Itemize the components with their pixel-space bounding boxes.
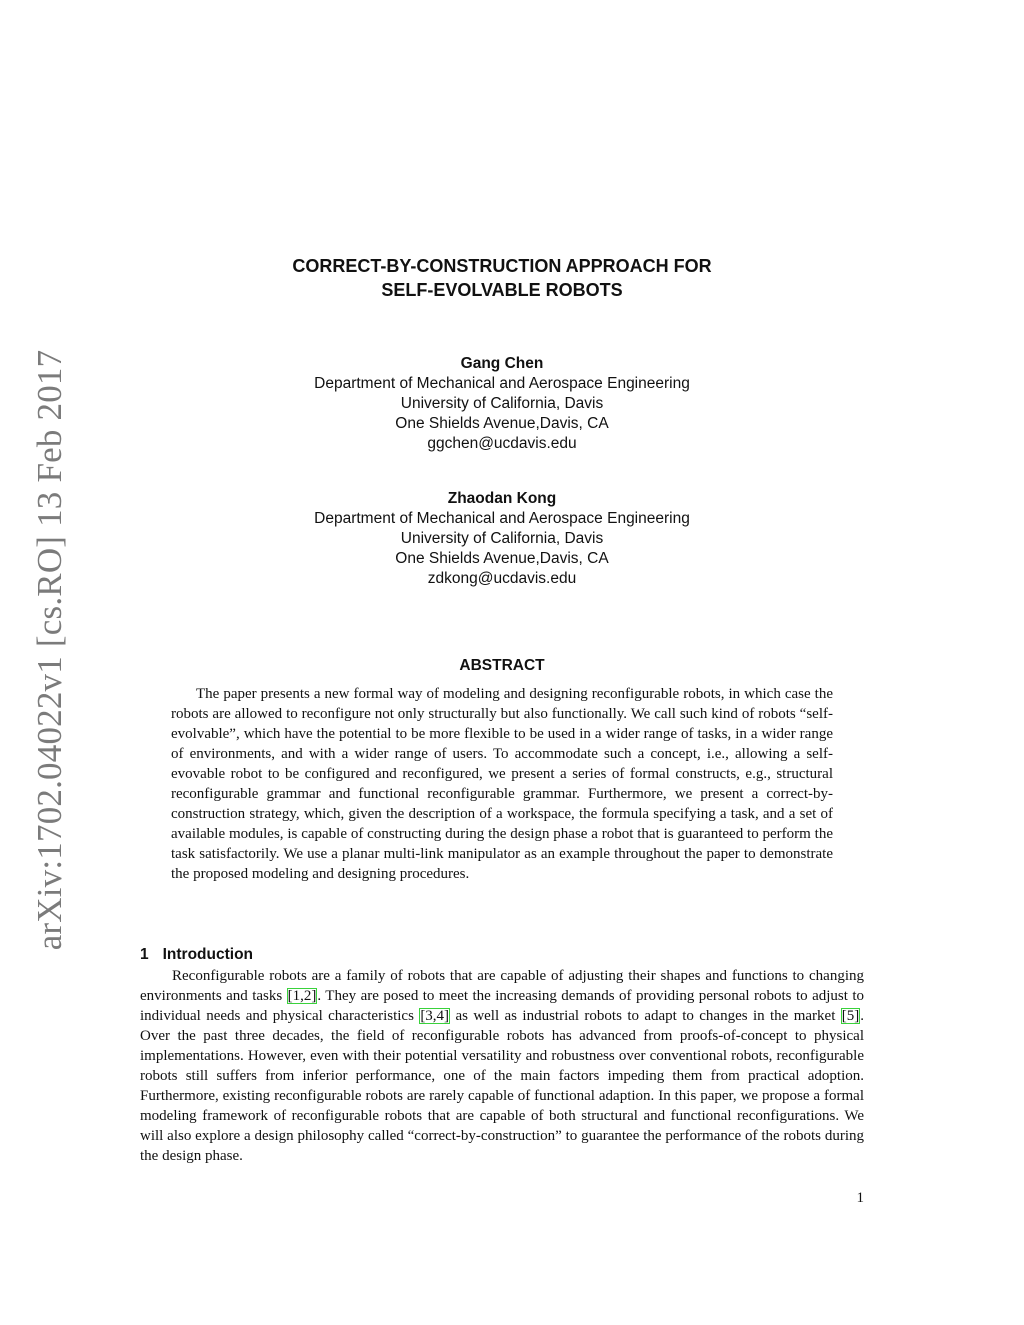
author-department: Department of Mechanical and Aerospace Engineering [314,375,690,392]
citation-link[interactable]: [5] [841,1008,860,1024]
intro-text-segment: as well as industrial robots to adapt to changes in the market [450,1008,841,1024]
author-email[interactable]: zdkong@ucdavis.edu [427,570,577,587]
citation-link[interactable]: [1,2] [287,988,317,1004]
paper-title-line-2: SELF-EVOLVABLE ROBOTS [381,280,623,300]
citation-link[interactable]: [3,4] [420,1008,450,1024]
intro-text-segment: Reconfigurable robots are a family of robots that are capable of adjusting their shapes and functions to changing environments and tasks [140,968,864,1004]
author-university: University of California, Davis [400,530,604,547]
paper-title [140,254,864,302]
author-university: University of California, Davis [400,395,604,412]
page-number: 1 [856,1190,864,1206]
author-block-2 [140,489,864,589]
author-department: Department of Mechanical and Aerospace Engineering [314,510,690,527]
abstract-text: The paper presents a new formal way of modeling and designing reconfigurable robots, in which case the robots are allowed to reconfigure not only structurally but also functionally. We call such kind of robots “self-evolvable”, which have the potential to be more flexible to be used in a wider range of tasks, in a wider range of environments, and with a wider range of users. To accommodate such a concept, i.e., allowing a self-evovable robot to be configured and reconfigured, we present a series of formal constructs, e.g., structural reconfigurable grammar and functional reconfigurable grammar. Furthermore, we present a correct-by-construction strategy, which, given the description of a workspace, the formula specifying a task, and a set of available modules, is capable of constructing during the design phase a robot that is guaranteed to perform the task satisfactorily. We use a planar multi-link manipulator as an example throughout the paper to demonstrate the proposed modeling and designing procedures. [171,686,833,882]
arxiv-identifier-stamp: arXiv:1702.04022v1 [cs.RO] 13 Feb 2017 [30,349,69,951]
intro-text-segment: . They are posed to meet the increasing demands of providing personal robots to adjust to individual needs and physical characteristics [140,988,865,1024]
introduction-paragraph [140,966,864,1166]
author-address: One Shields Avenue,Davis, CA [395,415,609,432]
author-name: Gang Chen [460,355,544,372]
abstract-heading: ABSTRACT [459,657,545,674]
author-block-1 [140,354,864,454]
author-address: One Shields Avenue,Davis, CA [395,550,609,567]
paper-title-line-1: CORRECT-BY-CONSTRUCTION APPROACH FOR [292,256,712,276]
author-email[interactable]: ggchen@ucdavis.edu [427,435,577,452]
section-title: Introduction [162,946,254,963]
author-name: Zhaodan Kong [447,490,557,507]
section-number: 1 [140,946,149,963]
intro-text-segment: . Over the past three decades, the field of reconfigurable robots has advanced from proofs-of-concept to physical implementations. However, even with their potential versatility and robustness over conventional robots, reconfigurable robots still suffers from inferior performance, one of the main factors impeding them from practical adoption. Furthermore, existing reconfigurable robots are rarely capable of functional adaption. In this paper, we propose a formal modeling framework of reconfigurable robots that are capable of both structural and functional reconfigurations. We will also explore a design philosophy called “correct-by-construction” to guarantee the performance of the robots during the design phase. [140,1008,864,1164]
section-heading-introduction [140,945,253,965]
